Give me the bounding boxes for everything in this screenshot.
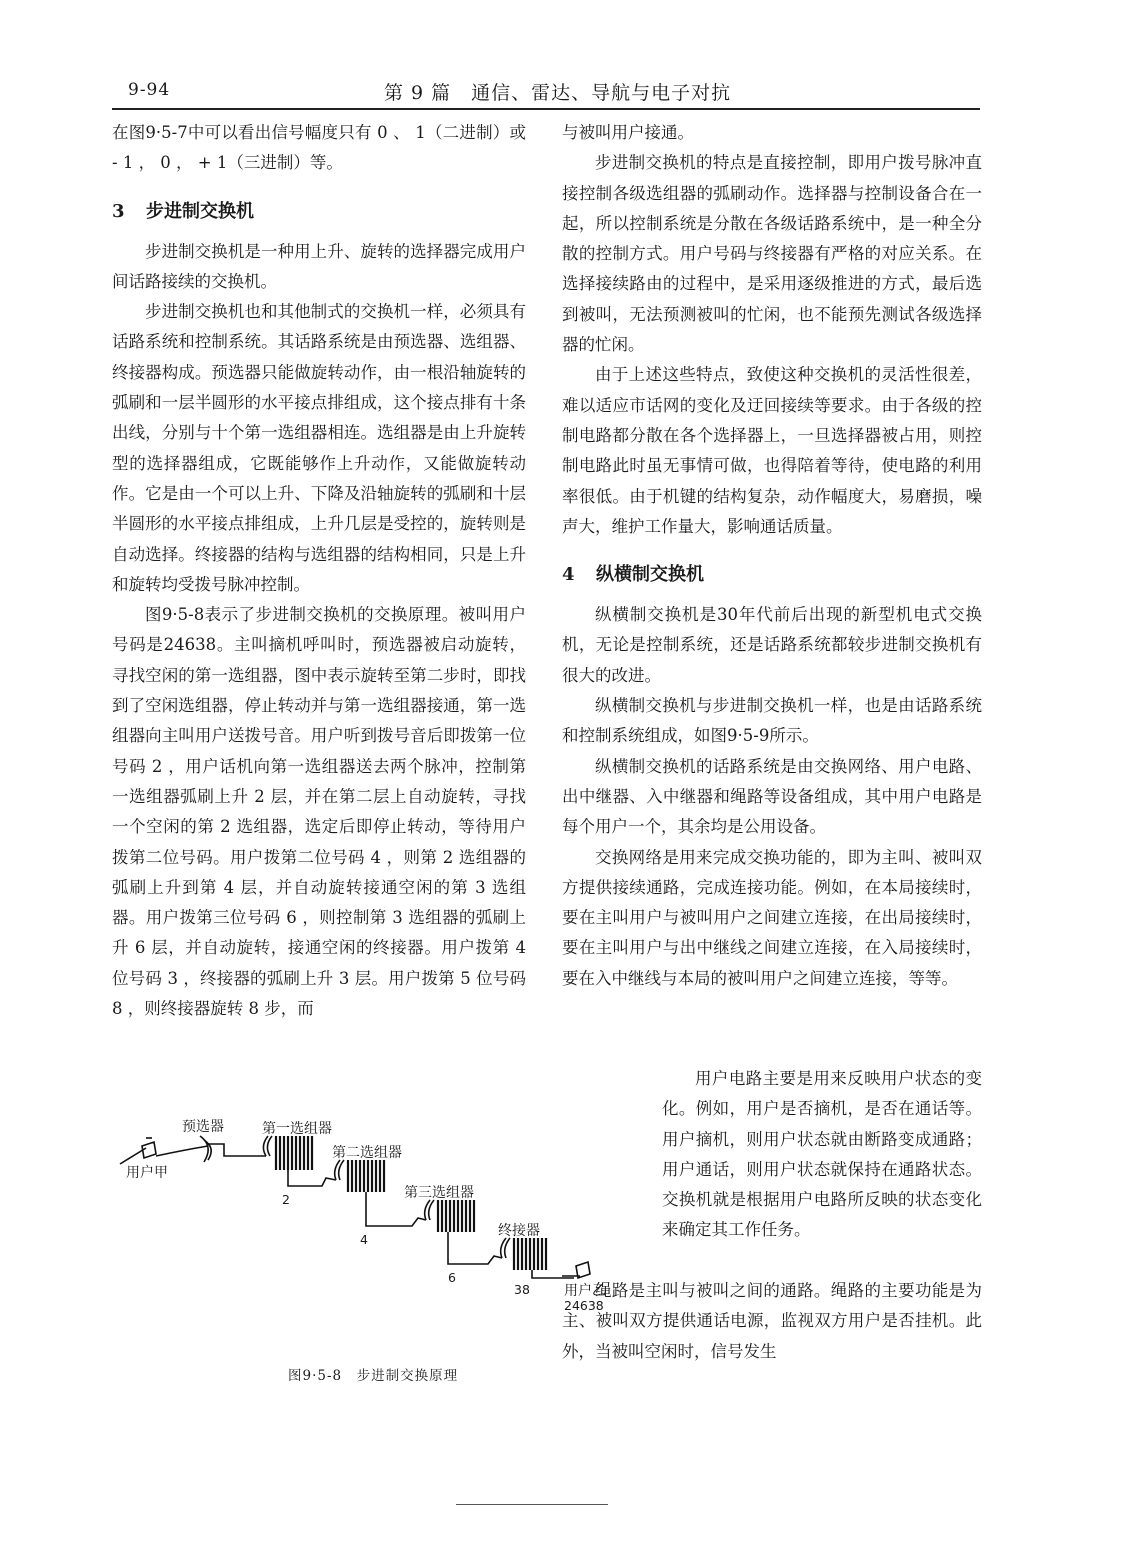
paragraph: 用户电路主要是用来反映用户状态的变化。例如，用户是否摘机，是否在通话等。用户摘机，则用户状态就由断路变成通路；用户通话，则用户状态就保持在通路状态。交换机就是根据用户电路所反映的状态变化来确定其工作任务。	[662, 1069, 982, 1240]
figure-diagram	[112, 1100, 632, 1350]
first-selector-bank	[276, 1136, 312, 1170]
figure-caption: 图9·5-8 步进制交换原理	[288, 1368, 459, 1384]
paragraph: 绳路是主叫与被叫之间的通路。绳路的主要功能是为主、被叫双方提供通话电源，监视双方用户是否挂机。此外，当被叫空闲时，信号发生	[562, 1281, 982, 1361]
paragraph: 图9·5-8表示了步进制交换机的交换原理。被叫用户号码是24638。主叫摘机呼叫时，预选器被启动旋转，寻找空闲的第一选组器，图中表示旋转至第二步时，即找到了空闲选组器，停止转动并与第一选组器接通，第一选组器向主叫用户送拨号音。用户听到拨号音后即拨第一位号码 2 ，用户话机向第一选组器送去两个脉冲，控制第一选组器弧刷上升 2 层，并在第二层上自动旋转，寻找一个空闲的第 2 选组器，选定后即停止转动，等待用户拨第二位号码。用户拨第二位号码 4 ，则第 2 选组器的弧刷上升到第 4 层，并自动旋转接通空闲的第 3 选组器。用户拨第三位号码 6 ，则控制第 3 选组器的弧刷上升 6 层，并自动旋转，接通空闲的终接器。用户拨第 4 位号码 3 ，终接器的弧刷上升 3 层。用户拨第 5 位号码 8 ，则终接器旋转 8 步，而	[112, 605, 526, 1019]
paragraph: 纵横制交换机的话路系统是由交换网络、用户电路、出中继器、入中继器和绳路等设备组成，其中用户电路是每个用户一个，其余均是公用设备。	[562, 756, 982, 837]
section-title: 步进制交换机	[146, 200, 254, 222]
digit-third: 6	[448, 1270, 456, 1285]
paragraph: 与被叫用户接通。	[562, 123, 694, 142]
page-number: 9-94	[128, 80, 171, 100]
footer-rule	[456, 1504, 608, 1505]
paragraph: 由于上述这些特点，致使这种交换机的灵活性很差，难以适应市话网的变化及迂回接续等要求。由于各级的控制电路都分散在各个选择器上，一旦选择器被占用，则控制电路此时虽无事情可做，也得陪着等待，使电路的利用率很低。由于机键的结构复杂，动作幅度大，易磨损，噪声大，维护工作量大，影响通话质量。	[562, 365, 982, 536]
digit-fourth-fifth: 38	[514, 1282, 530, 1297]
paragraph: 纵横制交换机与步进制交换机一样，也是由话路系统和控制系统组成，如图9·5-9所示。	[562, 696, 982, 746]
paragraph: 交换网络是用来完成交换功能的，即为主叫、被叫双方提供接续通路，完成连接功能。例如，在本局接续时，要在主叫用户与被叫用户之间建立连接，在出局接续时，要在主叫用户与出中继线之间建立连接，在入局接续时，要在入中继线与本局的被叫用户之间建立连接，等等。	[562, 847, 982, 988]
paragraph: 步进制交换机是一种用上升、旋转的选择器完成用户间话路接续的交换机。	[112, 241, 526, 291]
link-pre-to-first	[208, 1144, 266, 1156]
callee-phone-icon	[576, 1262, 590, 1278]
paragraph: 纵横制交换机是30年代前后出现的新型机电式交换机，无论是控制系统，还是话路系统都较步进制交换机有很大的改进。	[562, 605, 982, 685]
label-third-selector: 第三选组器	[404, 1185, 474, 1201]
paragraph: 步进制交换机的特点是直接控制，即用户拨号脉冲直接控制各级选组器的弧刷动作。选择器与控制设备合在一起，所以控制系统是分散在各级话路系统中，是一种全分散的控制方式。用户号码与终接器有严格的对应关系。在选择接续路由的过程中，是采用逐级推进的方式，最后选到被叫，无法预测被叫的忙闲，也不能预先测试各级选择器的忙闲。	[562, 153, 982, 355]
third-selector-bank	[438, 1200, 474, 1232]
label-callee: 用户乙	[564, 1283, 606, 1299]
section-number: 3	[112, 200, 125, 222]
left-column	[112, 118, 526, 1024]
section-title: 纵横制交换机	[596, 564, 704, 586]
label-callee-number: 24638	[564, 1298, 604, 1313]
paragraph: 步进制交换机也和其他制式的交换机一样，必须具有话路系统和控制系统。其话路系统是由预选器、选组器、终接器构成。预选器只能做旋转动作，由一根沿轴旋转的弧刷和一层半圆形的水平接点排组成，这个接点排有十条出线，分别与十个第一选组器相连。选组器是由上升旋转型的选择器组成，它既能够作上升动作，又能做旋转动作。它是由一个可以上升、下降及沿轴旋转的弧刷和十层半圆形的水平接点排组成，上升几层是受控的，旋转则是自动选择。终接器的结构与选组器的结构相同，只是上升和旋转均受拨号脉冲控制。	[112, 302, 526, 594]
section-heading-3	[112, 197, 526, 227]
link-first-to-second	[288, 1170, 336, 1186]
running-header-title: 第 9 篇 通信、雷达、导航与电子对抗	[384, 82, 732, 104]
link-final-to-callee	[532, 1270, 574, 1278]
label-preselector: 预选器	[182, 1119, 224, 1135]
right-narrow-column	[662, 1064, 982, 1246]
label-final-selector: 终接器	[498, 1223, 540, 1239]
label-first-selector: 第一选组器	[262, 1121, 332, 1137]
paragraph: 在图9·5-7中可以看出信号幅度只有 0 、 1（二进制）或 - 1 ， 0 ， + 1（三进制）等。	[112, 123, 526, 173]
section-number: 4	[562, 564, 575, 586]
header-rule	[112, 108, 980, 110]
label-caller: 用户甲	[126, 1165, 168, 1181]
link-third-to-final	[448, 1232, 502, 1264]
figure-step-by-step-switching	[112, 1100, 632, 1350]
preselector-line	[156, 1146, 208, 1156]
digit-second: 4	[360, 1232, 368, 1247]
section-heading-4	[562, 560, 982, 590]
right-column	[562, 118, 982, 994]
label-second-selector: 第二选组器	[332, 1145, 402, 1161]
final-selector-bank	[514, 1238, 546, 1270]
second-selector-bank	[348, 1160, 384, 1192]
digit-first: 2	[282, 1192, 290, 1207]
